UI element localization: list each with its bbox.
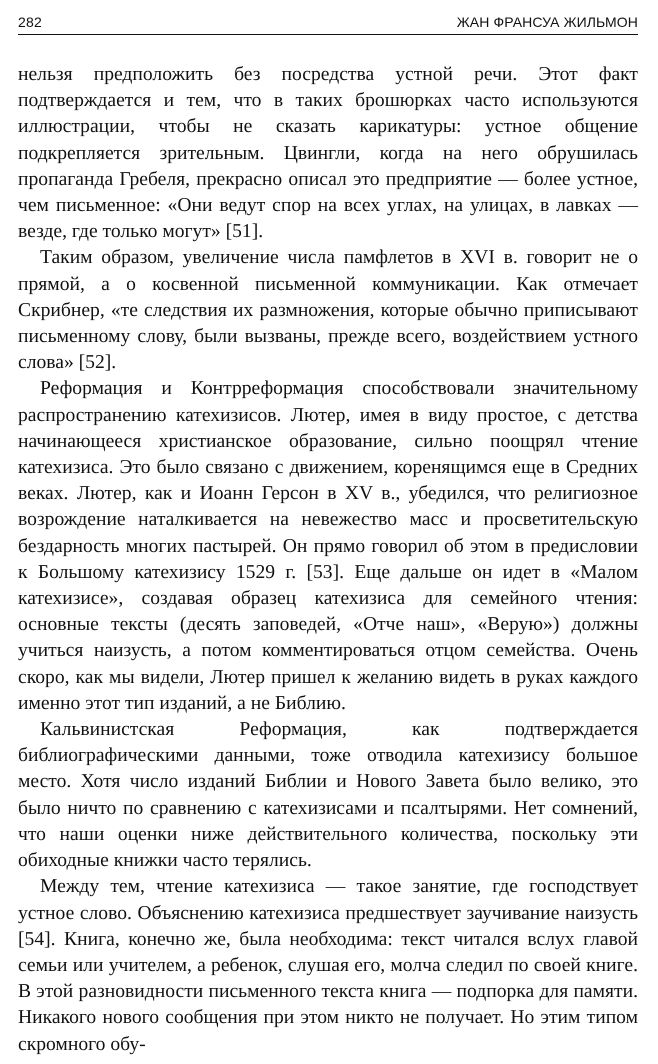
paragraph-catechisms: Реформация и Контрреформация способствовали значительному распространению катехизисов. Лютер, имея в виду простое, с детства начинающееся христианское образование, сильно поощрял чтение катехизиса. Это было связано с движением, коренящимся еще в Средних веках. Лютер, как и Иоанн Герсон в XV в., убедился, что религиозное возрождение наталкивается на невежество масс и просветительскую бездарность многих пастырей. Он прямо говорил об этом в предисловии к Большому катехизису 1529 г. [53]. Еще дальше он идет в «Малом катехизисе», создавая образец катехизиса для семейного чтения: основные тексты (десять заповедей, «Отче наш», «Верую») должны учиться наизусть, а потом комментироваться отцом семейства. Очень скоро, как мы видели, Лютер пришел к желанию видеть в руках каждого именно этот тип изданий, а не Библию. (18, 378, 638, 714)
paragraph-catechism-reading: Между тем, чтение катехизиса — такое занятие, где господствует устное слово. Объяснению катехизиса предшествует заучивание наизусть [54]. Книга, конечно же, была необходима: текст читался вслух главой семьи или учителем, а ребенок, слушая его, молча следил по своей книге. В этой разновидности письменного текста книга — подпорка для памяти. Никакого нового сообщения при этом никто не получает. Но этим типом скромного обу- (18, 876, 638, 1055)
running-head: ЖАН ФРАНСУА ЖИЛЬМОН (456, 14, 638, 30)
paragraph-pamphlets: Таким образом, увеличение числа памфлетов в XVI в. говорит не о прямой, а о косвенной письменной коммуникации. Как отмечает Скрибнер, «те следствия их размножения, которые обычно приписывают письменному слову, были вызваны, прежде всего, воздействием устного слова» [52]. (18, 247, 638, 374)
paragraph-calvinist-reformation: Кальвинистская Реформация, как подтверждается библиографическими данными, тоже отводила катехизису большое место. Хотя число изданий Библии и Нового Завета было велико, это было ничто по сравнению с катехизисами и псалтырями. Нет сомнений, что наши оценки ниже действительного количества, поскольку эти обиходные книжки часто терялись. (18, 719, 638, 872)
page-number: 282 (18, 14, 42, 30)
paragraph-continuation: нельзя предположить без посредства устной речи. Этот факт подтверждается и тем, что в таких брошюрках часто используются иллюстрации, чтобы не сказать карикатуры: устное общение подкрепляется зрительным. Цвингли, когда на него обрушилась пропаганда Гребеля, прекрасно описал это предприятие — более устное, чем письменное: «Они ведут спор на всех углах, на улицах, в лавках — везде, где только могут» [51]. (18, 64, 638, 243)
page-header (18, 10, 638, 35)
page-text (18, 62, 638, 1058)
